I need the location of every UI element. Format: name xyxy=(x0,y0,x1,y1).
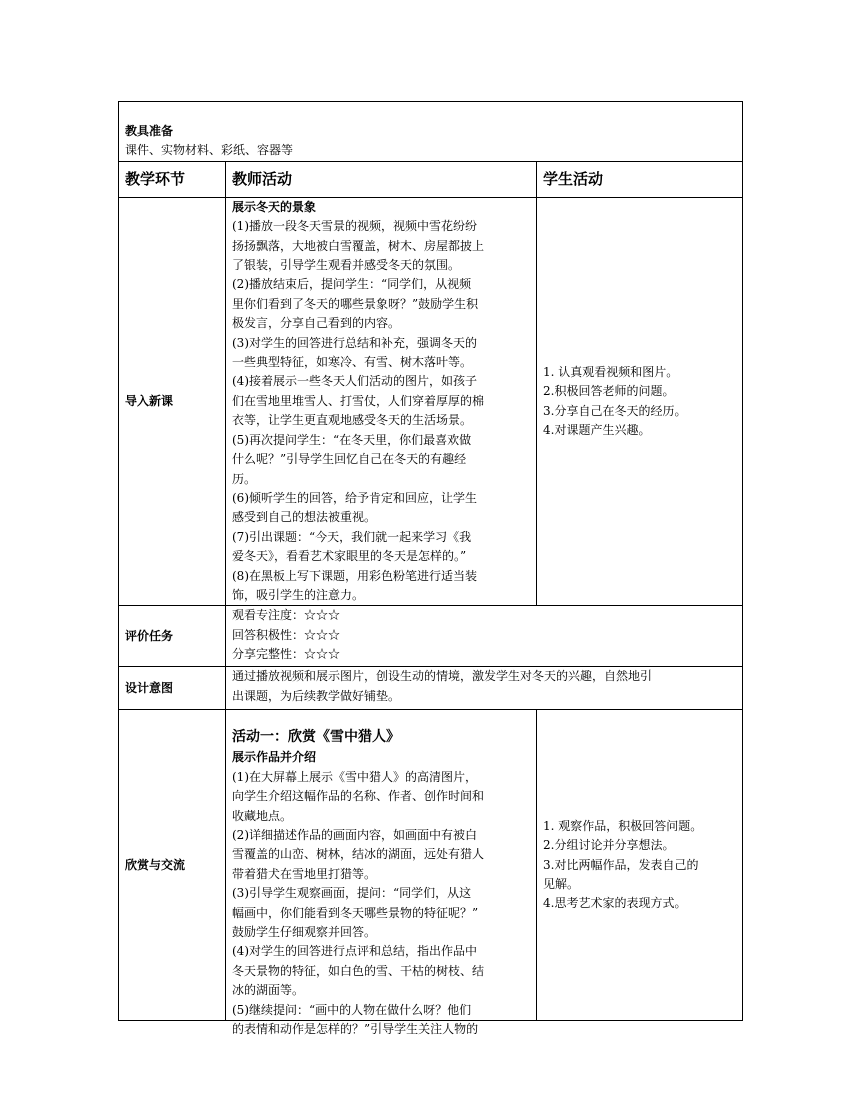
intro-teacher-line: 衣等，让学生更直观地感受冬天的生活场景。 xyxy=(232,413,473,428)
design-row xyxy=(119,667,743,710)
header-student: 学生活动 xyxy=(537,161,743,197)
eval-line: 分享完整性：☆☆☆ xyxy=(232,647,341,662)
appreciate-teacher-line: 的表情和动作是怎样的？”引导学生关注人物的 xyxy=(232,1022,479,1037)
activity-title: 活动一：欣赏《雪中猎人》 xyxy=(232,729,400,746)
lesson-plan-table xyxy=(118,101,743,1037)
prep-content: 课件、实物材料、彩纸、容器等 xyxy=(125,143,294,158)
intro-student-line: 2.积极回答老师的问题。 xyxy=(543,384,675,399)
design-stage: 设计意图 xyxy=(119,667,226,710)
intro-teacher-line: (3)对学生的回答进行总结和补充，强调冬天的 xyxy=(232,335,477,350)
intro-teacher-line: (2)播放结束后，提问学生：“同学们，从视频 xyxy=(232,277,472,292)
intro-teacher-cell xyxy=(226,197,537,606)
intro-student-line: 3.分享自己在冬天的经历。 xyxy=(543,403,687,418)
appreciate-teacher-line: 雪覆盖的山峦、树林，结冰的湖面，远处有猎人 xyxy=(232,847,485,862)
intro-teacher-line: 扬扬飘落，大地被白雪覆盖，树木、房屋都披上 xyxy=(232,238,485,253)
intro-teacher-line: 什么呢？”引导学生回忆自己在冬天的有趣经 xyxy=(232,452,467,467)
appreciate-teacher-line: 收藏地点。 xyxy=(232,808,293,823)
appreciate-stage: 欣赏与交流 xyxy=(119,710,226,1021)
prep-title: 教具准备 xyxy=(125,124,174,138)
eval-line: 观看专注度：☆☆☆ xyxy=(232,608,341,623)
header-stage: 教学环节 xyxy=(119,161,226,197)
appreciate-teacher-line: (5)继续提问：“画中的人物在做什么呀？他们 xyxy=(232,1002,472,1017)
intro-teacher-line: (5)再次提问学生：“在冬天里，你们最喜欢做 xyxy=(232,432,472,447)
intro-row xyxy=(119,197,743,606)
header-row xyxy=(119,161,743,197)
appreciate-teacher-line: 向学生介绍这幅作品的名称、作者、创作时间和 xyxy=(232,789,485,804)
appreciate-teacher-cell xyxy=(226,710,537,1037)
intro-teacher-line: 历。 xyxy=(232,471,257,486)
prep-row xyxy=(119,102,743,162)
intro-teacher-line: (7)引出课题：“今天，我们就一起来学习《我 xyxy=(232,529,472,544)
appreciate-student-line: 4.思考艺术家的表现方式。 xyxy=(543,896,687,911)
intro-teacher-line: 里你们看到了冬天的哪些景象呀？”鼓励学生积 xyxy=(232,296,479,311)
intro-teacher-line: 极发言，分享自己看到的内容。 xyxy=(232,316,401,331)
appreciate-student-line: 3.对比两幅作品，发表自己的 xyxy=(543,857,699,872)
appreciate-teacher-line: (2)详细描述作品的画面内容，如画面中有被白 xyxy=(232,827,477,842)
appreciate-row xyxy=(119,710,743,1021)
appreciate-student-line: 1. 观察作品，积极回答问题。 xyxy=(543,818,703,833)
appreciate-teacher-line: 幅画中，你们能看到冬天哪些景物的特征呢？” xyxy=(232,905,479,920)
eval-cell xyxy=(226,606,743,667)
appreciate-subtitle: 展示作品并介绍 xyxy=(232,750,317,765)
design-line: 出课题，为后续教学做好铺垫。 xyxy=(232,688,401,703)
appreciate-student-cell xyxy=(537,710,743,1021)
eval-row xyxy=(119,606,743,667)
intro-teacher-line: 爱冬天》，看看艺术家眼里的冬天是怎样的。” xyxy=(232,549,467,564)
appreciate-teacher-line: (3)引导学生观察画面，提问：“同学们，从这 xyxy=(232,886,472,901)
design-cell xyxy=(226,667,743,710)
appreciate-student-line: 2.分组讨论并分享想法。 xyxy=(543,838,675,853)
header-teacher: 教师活动 xyxy=(226,161,537,197)
intro-teacher-line: (6)倾听学生的回答，给予肯定和回应，让学生 xyxy=(232,490,477,505)
intro-student-line: 1. 认真观看视频和图片。 xyxy=(543,364,679,379)
intro-student-line: 4.对课题产生兴趣。 xyxy=(543,422,651,437)
intro-teacher-line: (8)在黑板上写下课题，用彩色粉笔进行适当装 xyxy=(232,568,477,583)
intro-teacher-line: 感受到自己的想法被重视。 xyxy=(232,510,377,525)
intro-teacher-line: (4)接着展示一些冬天人们活动的图片，如孩子 xyxy=(232,374,477,389)
intro-stage: 导入新课 xyxy=(119,197,226,606)
intro-subtitle: 展示冬天的景象 xyxy=(232,199,317,214)
prep-cell xyxy=(119,102,743,162)
intro-teacher-line: 们在雪地里堆雪人、打雪仗，人们穿着厚厚的棉 xyxy=(232,393,485,408)
eval-line: 回答积极性：☆☆☆ xyxy=(232,627,341,642)
appreciate-teacher-line: 带着猎犬在雪地里打猎等。 xyxy=(232,866,377,881)
eval-stage: 评价任务 xyxy=(119,606,226,667)
intro-teacher-line: 了银装，引导学生观看并感受冬天的氛围。 xyxy=(232,258,461,273)
intro-teacher-line: 一些典型特征，如寒冷、有雪、树木落叶等。 xyxy=(232,355,473,370)
intro-teacher-line: (1)播放一段冬天雪景的视频，视频中雪花纷纷 xyxy=(232,219,477,234)
design-line: 通过播放视频和展示图片，创设生动的情境，激发学生对冬天的兴趣，自然地引 xyxy=(232,669,653,684)
appreciate-teacher-line: (1)在大屏幕上展示《雪中猎人》的高清图片， xyxy=(232,769,477,784)
appreciate-teacher-line: 鼓励学生仔细观察并回答。 xyxy=(232,925,377,939)
intro-teacher-line: 饰，吸引学生的注意力。 xyxy=(232,587,365,602)
appreciate-student-line: 见解。 xyxy=(543,877,580,892)
appreciate-teacher-line: 冰的湖面等。 xyxy=(232,983,305,998)
appreciate-teacher-line: (4)对学生的回答进行点评和总结，指出作品中 xyxy=(232,944,477,959)
appreciate-teacher-line: 冬天景物的特征，如白色的雪、干枯的树枝、结 xyxy=(232,963,485,978)
intro-student-cell xyxy=(537,197,743,606)
